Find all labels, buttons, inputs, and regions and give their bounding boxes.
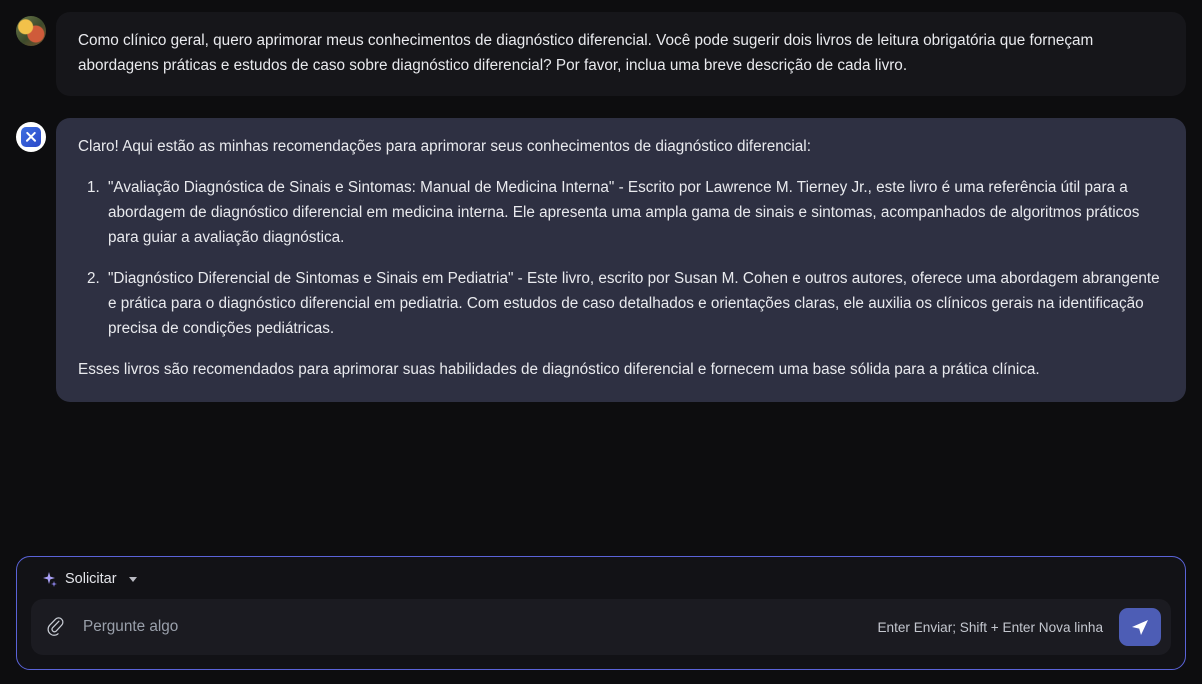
user-message-bubble — [56, 12, 1186, 96]
composer-input-row — [31, 599, 1171, 655]
paperclip-icon[interactable] — [45, 615, 67, 639]
assistant-message-bubble — [56, 118, 1186, 402]
list-item: 2. "Diagnóstico Diferencial de Sintomas e Sinais em Pediatria" - Este livro, escrito por Susan M. Cohen e outros autores, oferece uma abordagem abrangente e prática para o diagnóstico diferencial em pediatria. Com estudos de caso detalhados e orientações claras, ele auxilia os clínicos gerais na identificação precisa de condições pediátricas. — [104, 266, 1164, 341]
sparkle-icon — [41, 571, 57, 587]
user-message-text: Como clínico geral, quero aprimorar meus conhecimentos de diagnóstico diferencial. Você pode sugerir dois livros de leitura obrigatória que forneçam abordagens práticas e estudos de caso sobre diagnóstico diferencial? Por favor, inclua uma breve descrição de cada livro. — [78, 32, 1094, 74]
message-composer — [16, 556, 1186, 670]
assistant-closing-text: Esses livros são recomendados para aprimorar suas habilidades de diagnóstico diferencial e fornecem uma base sólida para a prática clínica. — [78, 361, 1040, 378]
user-message-row — [16, 12, 1186, 96]
composer-hint-text: Enter Enviar; Shift + Enter Nova linha — [877, 619, 1103, 635]
send-button[interactable] — [1119, 608, 1161, 646]
assistant-intro-text: Claro! Aqui estão as minhas recomendações para aprimorar seus conhecimentos de diagnóstico diferencial: — [78, 138, 811, 155]
ask-input[interactable] — [77, 618, 867, 636]
composer-mode-label: Solicitar — [65, 571, 117, 587]
assistant-logo-icon — [21, 127, 41, 147]
composer-mode-selector[interactable] — [31, 569, 1171, 599]
assistant-avatar-icon — [16, 122, 46, 152]
list-item: 1. "Avaliação Diagnóstica de Sinais e Sintomas: Manual de Medicina Interna" - Escrito por Lawrence M. Tierney Jr., este livro é uma referência útil para a abordagem de diagnóstico diferencial em medicina interna. Ele apresenta uma ampla gama de sinais e sintomas, acompanhados de algoritmos práticos para guiar a avaliação diagnóstica. — [104, 175, 1164, 250]
assistant-message-row — [16, 118, 1186, 402]
user-avatar — [16, 16, 46, 46]
recommendation-list — [78, 175, 1164, 341]
chevron-down-icon[interactable] — [129, 577, 137, 582]
send-paper-plane-icon — [1130, 617, 1150, 637]
